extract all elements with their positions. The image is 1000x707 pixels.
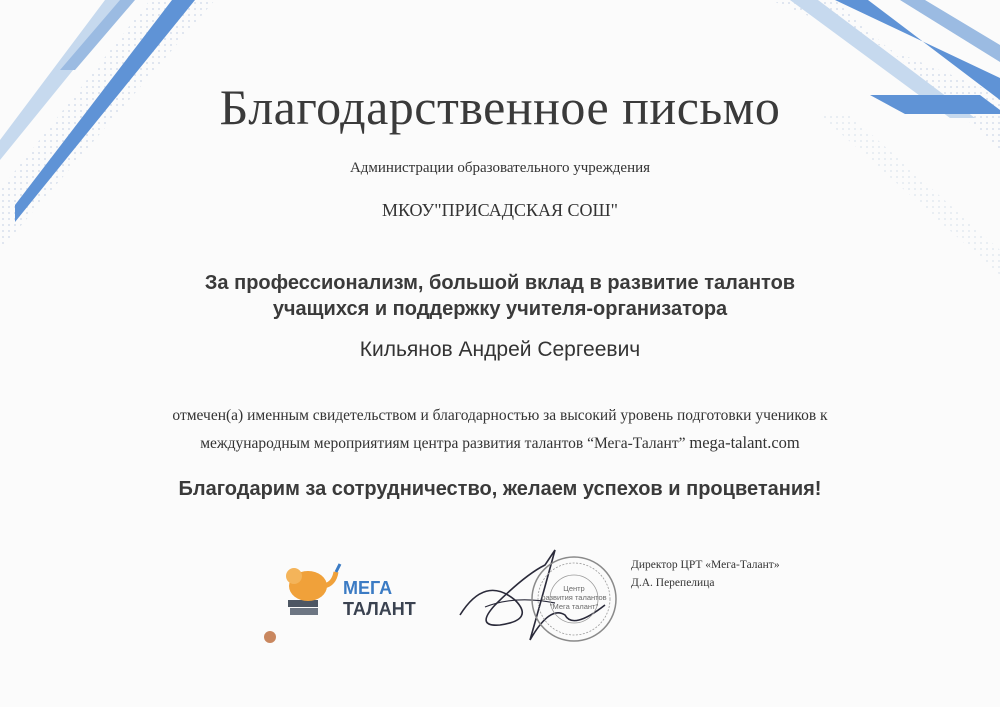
letter-title: Благодарственное письмо — [219, 79, 781, 135]
reason-line-2: учащихся и поддержку учителя-организатора — [272, 298, 728, 320]
director-name: Д.А. Перепелица — [631, 577, 715, 589]
ink-blot — [264, 631, 276, 643]
director-block — [631, 556, 780, 592]
stamp-line-3: "Мега талант" — [549, 602, 599, 611]
logo-text — [343, 578, 416, 620]
closing-text: Благодарим за сотрудничество, желаем успехов и процветания! — [178, 478, 822, 500]
description — [0, 402, 1000, 457]
recipient-line-1: Администрации образовательного учреждения — [349, 160, 651, 176]
reason-line-1: За профессионализм, большой вклад в развитие талантов — [204, 272, 796, 294]
stamp-line-2: развития талантов — [541, 593, 607, 602]
director-position: Директор ЦРТ «Мега-Талант» — [631, 559, 780, 571]
logo-text-line-1: МЕГА — [343, 578, 393, 598]
description-line-2-text: международным мероприятиям центра развития талантов “Мега-Талант” — [200, 435, 686, 452]
person-name: Кильянов Андрей Сергеевич — [359, 338, 641, 361]
logo-text-line-2: ТАЛАНТ — [343, 599, 416, 619]
stamp-text — [535, 584, 613, 611]
description-line-2 — [0, 429, 1000, 457]
recipient-school: МКОУ"ПРИСАДСКАЯ СОШ" — [381, 200, 619, 220]
website-link: mega-talant.com — [689, 433, 800, 452]
description-line-1: отмечен(а) именным свидетельством и благодарностью за высокий уровень подготовки учеников к — [172, 407, 828, 424]
reason-text — [0, 270, 1000, 322]
stamp-line-1: Центр — [563, 584, 585, 593]
